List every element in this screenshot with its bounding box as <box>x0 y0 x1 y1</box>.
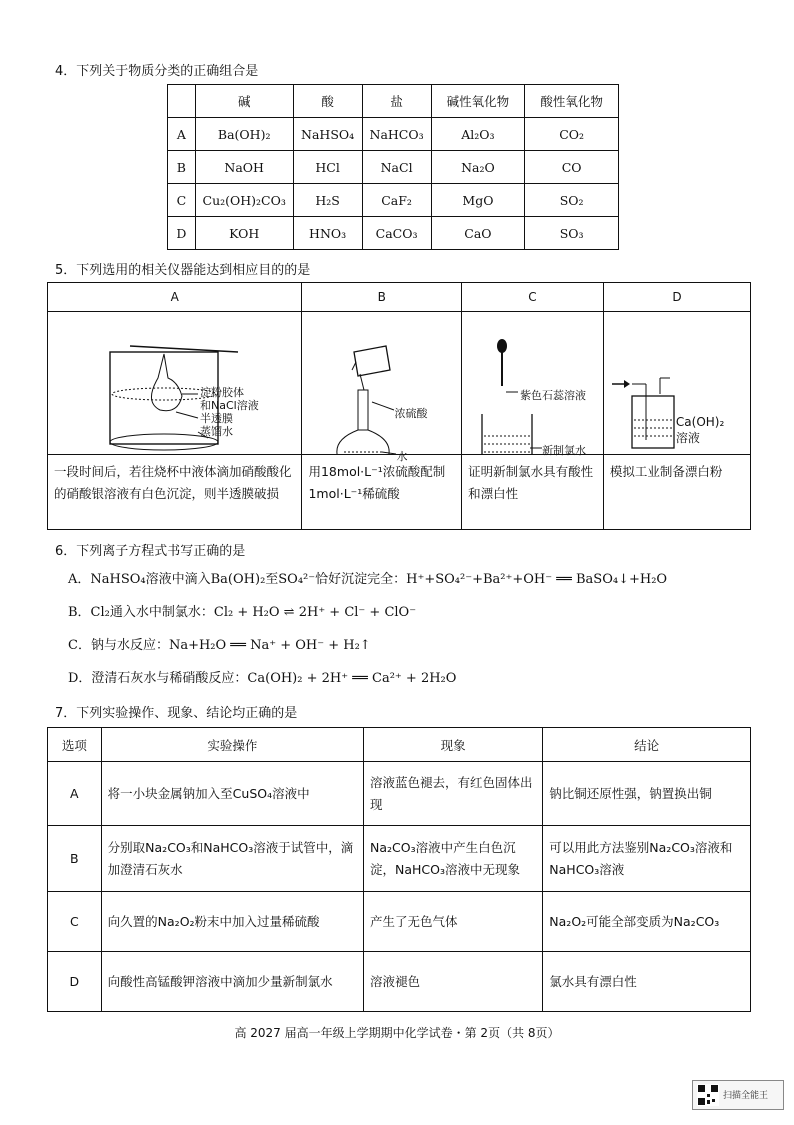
q7-cell: 向酸性高锰酸钾溶液中滴加少量新制氯水 <box>101 952 363 1012</box>
q7-table <box>47 727 751 1012</box>
q6-option-a: A．NaHSO₄溶液中滴入Ba(OH)₂至SO₄²⁻恰好沉淀完全：H⁺+SO₄²⁻+Ba²⁺+OH⁻ ══ BaSO₄↓+H₂O <box>68 572 668 587</box>
table-row <box>168 118 619 151</box>
fig-d-label: Ca(OH)₂ <box>675 415 725 429</box>
q7-cell: 溶液褪色 <box>364 952 543 1012</box>
q4-cell: KOH <box>195 217 293 250</box>
table-row <box>48 762 751 826</box>
q4-cell: Cu₂(OH)₂CO₃ <box>195 184 293 217</box>
q4-cell: H₂S <box>293 184 362 217</box>
q6-option-b: B．Cl₂通入水中制氯水：Cl₂ + H₂O ⇌ 2H⁺ + Cl⁻ + ClO⁻ <box>68 605 417 620</box>
q4-cell: C <box>168 184 196 217</box>
q5-figure-b <box>302 312 462 463</box>
fig-a-label: 半透膜 <box>200 412 233 425</box>
q4-header-2: 酸 <box>293 85 362 118</box>
q6-option-d: D．澄清石灰水与稀硝酸反应：Ca(OH)₂ + 2H⁺ ══ Ca²⁺ + 2H₂O <box>68 671 457 686</box>
fig-b-label: 浓硫酸 <box>394 407 428 420</box>
table-row <box>168 151 619 184</box>
q7-cell: 产生了无色气体 <box>364 892 543 952</box>
page-footer: 高 2027 届高一年级上学期期中化学试卷・第 2页（共 8页） <box>234 1026 560 1040</box>
q5-figure-c <box>462 312 604 455</box>
q4-cell: CaF₂ <box>362 184 431 217</box>
q4-cell: NaCl <box>362 151 431 184</box>
q7-cell: 溶液蓝色褪去，有红色固体出现 <box>364 762 543 826</box>
q4-cell: NaHSO₄ <box>293 118 362 151</box>
table-row <box>168 184 619 217</box>
table-row <box>48 952 751 1012</box>
q7-cell: 可以用此方法鉴别Na₂CO₃溶液和NaHCO₃溶液 <box>543 826 751 892</box>
q4-cell: SO₂ <box>525 184 619 217</box>
table-row <box>48 892 751 952</box>
q4-header-5: 酸性氧化物 <box>525 85 619 118</box>
q7-cell: C <box>48 892 102 952</box>
q4-cell: SO₃ <box>525 217 619 250</box>
table-row <box>168 217 619 250</box>
q4-cell: HCl <box>293 151 362 184</box>
q7-header-3: 结论 <box>543 728 751 762</box>
q7-cell: 氯水具有漂白性 <box>543 952 751 1012</box>
q6-option-c: C．钠与水反应：Na+H₂O ══ Na⁺ + OH⁻ + H₂↑ <box>68 638 371 653</box>
fig-c-label: 紫色石蕊溶液 <box>520 389 587 402</box>
q4-header-4: 碱性氧化物 <box>431 85 525 118</box>
q4-cell: Al₂O₃ <box>431 118 525 151</box>
q4-table <box>167 84 619 250</box>
q4-header-3: 盐 <box>362 85 431 118</box>
q5-desc-c: 证明新制氯水具有酸性和漂白性 <box>462 455 604 530</box>
beaker-dropper-icon <box>462 312 597 454</box>
q7-cell: Na₂O₂可能全部变质为Na₂CO₃ <box>543 892 751 952</box>
fig-c-label: 新制氯水 <box>542 444 587 457</box>
q7-cell: 将一小块金属钠加入至CuSO₄溶液中 <box>101 762 363 826</box>
q4-cell: CaO <box>431 217 525 250</box>
q4-header-1: 碱 <box>195 85 293 118</box>
q5-desc-d: 模拟工业制备漂白粉 <box>603 455 750 530</box>
table-row <box>48 826 751 892</box>
fig-a-label: 蒸馏水 <box>200 425 233 438</box>
fig-d-label: 溶液 <box>675 431 700 445</box>
fig-a-label: 和NaCl溶液 <box>200 399 259 412</box>
q5-figure-a <box>48 312 302 455</box>
q4-header-0 <box>168 85 196 118</box>
q5-table <box>47 282 751 530</box>
q4-cell: B <box>168 151 196 184</box>
q4-cell: A <box>168 118 196 151</box>
q4-cell: NaHCO₃ <box>362 118 431 151</box>
q4-cell: D <box>168 217 196 250</box>
q4-cell: CaCO₃ <box>362 217 431 250</box>
volumetric-flask-icon <box>302 312 454 454</box>
q4-cell: Ba(OH)₂ <box>195 118 293 151</box>
q6-stem: 6．下列离子方程式书写正确的是 <box>55 544 246 559</box>
q5-header-b: B <box>302 283 462 312</box>
q7-stem: 7．下列实验操作、现象、结论均正确的是 <box>55 706 298 721</box>
scanner-stamp-text: 扫描全能王 <box>723 1091 769 1101</box>
q7-cell: 钠比铜还原性强，钠置换出铜 <box>543 762 751 826</box>
q4-cell: CO <box>525 151 619 184</box>
q7-cell: B <box>48 826 102 892</box>
q7-header-1: 实验操作 <box>101 728 363 762</box>
q4-cell: HNO₃ <box>293 217 362 250</box>
qr-code-icon <box>697 1084 719 1106</box>
q7-cell: Na₂CO₃溶液中产生白色沉淀，NaHCO₃溶液中无现象 <box>364 826 543 892</box>
q7-cell: D <box>48 952 102 1012</box>
q5-header-d: D <box>603 283 750 312</box>
q7-cell: 分别取Na₂CO₃和NaHCO₃溶液于试管中，滴加澄清石灰水 <box>101 826 363 892</box>
q4-cell: CO₂ <box>525 118 619 151</box>
q5-figure-d <box>603 312 750 455</box>
q4-stem: 4．下列关于物质分类的正确组合是 <box>55 64 259 79</box>
q7-header-0: 选项 <box>48 728 102 762</box>
q5-header-c: C <box>462 283 604 312</box>
q5-stem: 5．下列选用的相关仪器能达到相应目的的是 <box>55 263 311 278</box>
q4-cell: NaOH <box>195 151 293 184</box>
q7-header-2: 现象 <box>364 728 543 762</box>
q7-cell: 向久置的Na₂O₂粉末中加入过量稀硫酸 <box>101 892 363 952</box>
q7-cell: A <box>48 762 102 826</box>
q4-cell: MgO <box>431 184 525 217</box>
fig-b-label: 水 <box>396 450 408 463</box>
q5-desc-b: 用18mol·L⁻¹浓硫酸配制1mol·L⁻¹稀硫酸 <box>302 455 462 530</box>
q4-cell: Na₂O <box>431 151 525 184</box>
q5-header-a: A <box>48 283 302 312</box>
q5-desc-a: 一段时间后，若往烧杯中液体滴加硝酸酸化的硝酸银溶液有白色沉淀，则半透膜破损 <box>48 455 302 530</box>
scanner-stamp <box>692 1080 784 1110</box>
fig-a-label: 淀粉胶体 <box>200 386 244 399</box>
